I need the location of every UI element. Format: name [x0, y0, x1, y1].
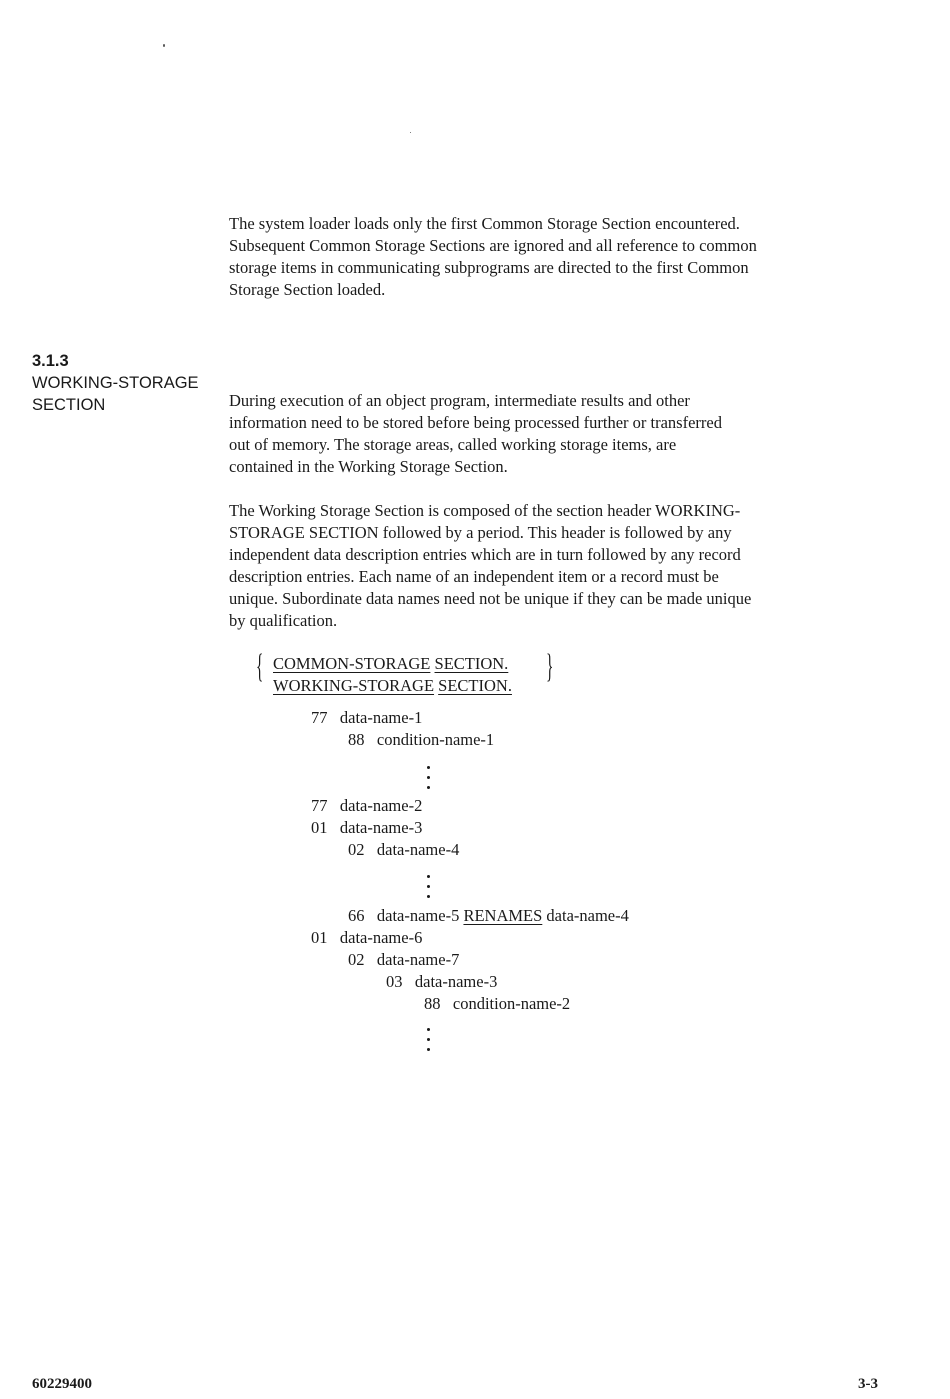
entry-name: data-name-2	[339, 796, 423, 815]
option-keyword: SECTION.	[438, 676, 512, 695]
text-line: Subsequent Common Storage Sections are ignored and all reference to common	[229, 236, 757, 255]
footer-page-number: 3-3	[858, 1376, 878, 1392]
format-option-common	[273, 653, 508, 675]
level-number: 88	[424, 994, 441, 1013]
text-line: independent data description entries which are in turn followed by any record	[229, 545, 741, 564]
text-line: Storage Section loaded.	[229, 280, 386, 299]
entry-line	[311, 795, 422, 817]
text-line: out of memory. The storage areas, called working storage items, are	[229, 435, 677, 454]
intro-paragraph	[229, 213, 919, 301]
option-name: WORKING-STORAGE	[273, 676, 435, 695]
level-number: 77	[311, 708, 328, 727]
renames-keyword: RENAMES	[463, 906, 543, 925]
entry-line	[348, 949, 459, 971]
level-number: 02	[348, 840, 365, 859]
entry-line	[348, 905, 629, 927]
level-number: 03	[386, 972, 403, 991]
text-line: The Working Storage Section is composed of the section header WORKING-	[229, 501, 741, 520]
section-title-line2: SECTION	[32, 396, 106, 414]
entry-name: data-name-6	[339, 928, 423, 947]
entry-line	[348, 839, 459, 861]
level-number: 02	[348, 950, 365, 969]
section-heading	[32, 350, 199, 416]
text-line: contained in the Working Storage Section.	[229, 457, 508, 476]
body-paragraph-1	[229, 390, 919, 478]
renames-target: data-name-4	[546, 906, 629, 925]
entry-line	[424, 993, 570, 1015]
entry-name: data-name-1	[339, 708, 423, 727]
level-number: 66	[348, 906, 365, 925]
entry-name: data-name-3	[339, 818, 423, 837]
entry-line	[386, 971, 497, 993]
ellipsis-vertical	[427, 875, 431, 905]
text-line: During execution of an object program, intermediate results and other	[229, 391, 690, 410]
entry-name: data-name-3	[414, 972, 498, 991]
entry-name: data-name-5	[376, 906, 460, 925]
level-number: 01	[311, 818, 328, 837]
format-option-working	[273, 675, 512, 697]
section-title-line1: WORKING-STORAGE	[32, 374, 199, 392]
entry-name: condition-name-2	[452, 994, 571, 1013]
text-line: by qualification.	[229, 611, 338, 630]
text-line: STORAGE SECTION followed by a period. This header is followed by any	[229, 523, 732, 542]
scan-speck	[163, 44, 165, 47]
footer-doc-number: 60229400	[32, 1376, 92, 1392]
text-line: information need to be stored before being processed further or transferred	[229, 413, 722, 432]
scan-speck	[410, 132, 411, 133]
ellipsis-vertical	[427, 1028, 431, 1058]
left-brace: {	[256, 648, 264, 685]
entry-name: data-name-7	[376, 950, 460, 969]
level-number: 77	[311, 796, 328, 815]
text-line: The system loader loads only the first Common Storage Section encountered.	[229, 214, 740, 233]
text-line: storage items in communicating subprograms are directed to the first Common	[229, 258, 749, 277]
text-line: description entries. Each name of an independent item or a record must be	[229, 567, 719, 586]
text-line: unique. Subordinate data names need not be unique if they can be made unique	[229, 589, 752, 608]
body-paragraph-2	[229, 500, 919, 632]
ellipsis-vertical	[427, 766, 431, 796]
section-number: 3.1.3	[32, 352, 69, 370]
option-name: COMMON-STORAGE	[273, 654, 431, 673]
right-brace: }	[546, 648, 554, 685]
entry-line	[311, 817, 422, 839]
entry-line	[311, 707, 422, 729]
option-keyword: SECTION.	[434, 654, 509, 673]
entry-line	[348, 729, 494, 751]
entry-name: data-name-4	[376, 840, 460, 859]
level-number: 88	[348, 730, 365, 749]
entry-name: condition-name-1	[376, 730, 495, 749]
entry-line	[311, 927, 422, 949]
level-number: 01	[311, 928, 328, 947]
